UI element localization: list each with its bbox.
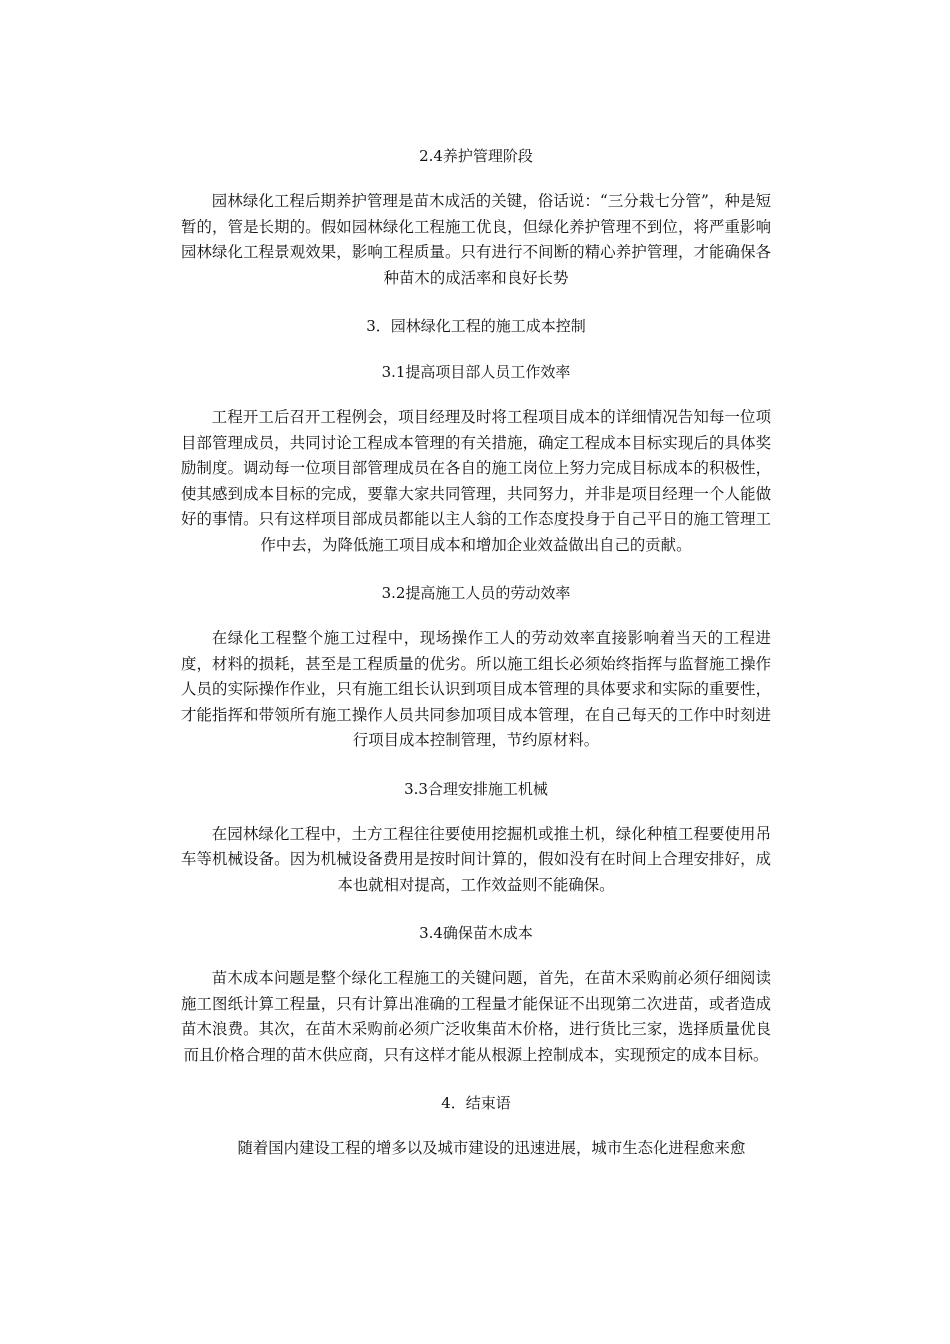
heading-3-1: 3.1提高项目部人员工作效率 <box>381 363 571 381</box>
heading-4: 4．结束语 <box>441 1094 511 1112</box>
heading-3: 3．园林绿化工程的施工成本控制 <box>366 317 586 335</box>
paragraph-3-1: 工程开工后召开工程例会，项目经理及时将工程项目成本的详细情况告知每一位项目部管理成员，共同讨论工程成本管理的有关措施，确定工程成本目标实现后的具体奖励制度。调动每一位项目部管理成员在各自的施工岗位上努力完成目标成本的积极性，使其感到成本目标的完成，要靠大家共同管理，共同努力，并非是项目经理一个人能做好的事情。只有这样项目部成员都能以主人翁的工作态度投身于自己平日的施工管理工作中去，为降低施工项目成本和增加企业效益做出自己的贡献。 <box>181 408 771 554</box>
paragraph-4: 随着国内建设工程的增多以及城市建设的迅速进展，城市生态化进程愈来愈 <box>237 1139 746 1157</box>
paragraph-3-4: 苗木成本问题是整个绿化工程施工的关键问题，首先，在苗木采购前必须仔细阅读施工图纸计算工程量，只有计算出准确的工程量才能保证不出现第二次进苗，或者造成苗木浪费。其次，在苗木采购前必须广泛收集苗木价格，进行货比三家，选择质量优良而且价格合理的苗木供应商，只有这样才能从根源上控制成本，实现预定的成本目标。 <box>181 969 771 1064</box>
document-body <box>181 143 771 1184</box>
heading-3-2: 3.2提高施工人员的劳动效率 <box>381 584 571 602</box>
heading-3-3: 3.3合理安排施工机械 <box>404 779 548 798</box>
paragraph-3-3: 在园林绿化工程中，土方工程往往要使用挖掘机或推土机，绿化种植工程要使用吊车等机械设备。因为机械设备费用是按时间计算的，假如没有在时间上合理安排好，成本也就相对提高，工作效益则不能确保。 <box>181 824 771 894</box>
heading-3-4: 3.4确保苗木成本 <box>419 924 533 942</box>
heading-2-4: 2.4养护管理阶段 <box>419 147 533 165</box>
paragraph-2-4: 园林绿化工程后期养护管理是苗木成活的关键，俗话说：“三分栽七分管”，种是短暂的，管是长期的。假如园林绿化工程施工优良，但绿化养护管理不到位，将严重影响园林绿化工程景观效果，影响工程质量。只有进行不间断的精心养护管理，才能确保各种苗木的成活率和良好长势 <box>181 192 771 287</box>
paragraph-3-2: 在绿化工程整个施工过程中，现场操作工人的劳动效率直接影响着当天的工程进度，材料的损耗，甚至是工程质量的优劣。所以施工组长必须始终指挥与监督施工操作人员的实际操作作业，只有施工组长认识到项目成本管理的具体要求和实际的重要性，才能指挥和带领所有施工操作人员共同参加项目成本管理，在自己每天的工作中时刻进行项目成本控制管理，节约原材料。 <box>181 629 771 749</box>
